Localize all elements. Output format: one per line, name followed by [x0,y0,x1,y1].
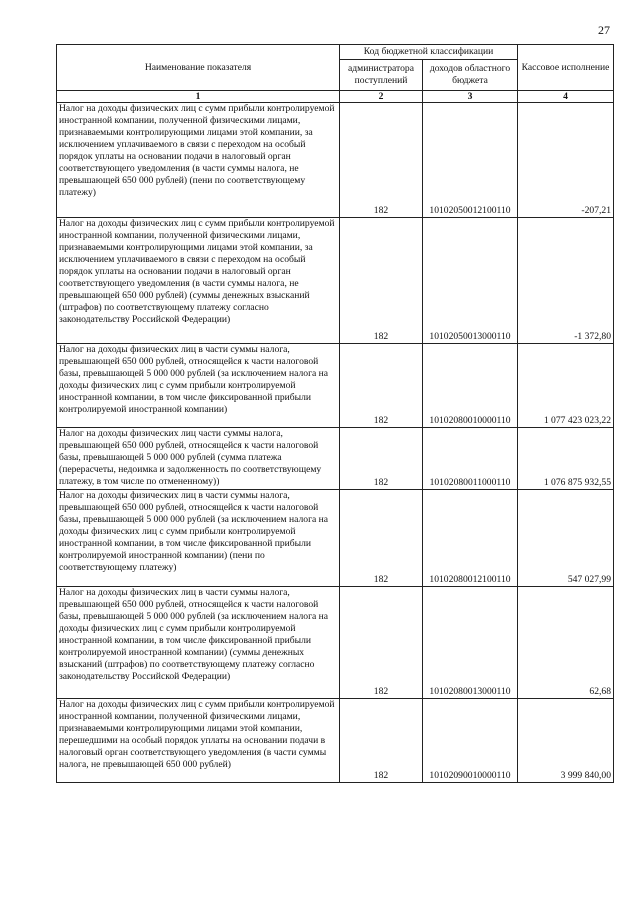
admin-code: 182 [340,428,423,490]
cash-amount: -1 372,80 [518,218,614,344]
income-code: 10102050013000110 [423,218,518,344]
income-code: 10102080011000110 [423,428,518,490]
income-code: 10102050012100110 [423,103,518,218]
page-number: 27 [598,23,610,37]
indicator-name: Налог на доходы физических лиц с сумм прибыли контролируемой иностранной компании, полученной физическими лицами, признаваемыми контролирующими лицами этой компании, за исключением уплачиваемого в связи с переходом на особый порядок уплаты на основании подачи в налоговый орган соответствующего уведомления (в части суммы налога, не превышающей 650 000 рублей) (пени по соответствующему платежу) [57,103,340,218]
column-number: 1 [57,91,340,103]
header-income-code: доходов областного бюджета [423,60,518,91]
header-cash-execution: Кассовое исполнение [518,45,614,91]
income-code: 10102080013000110 [423,587,518,699]
income-code: 10102080012100110 [423,490,518,587]
header-indicator-name: Наименование показателя [57,45,340,91]
admin-code: 182 [340,344,423,428]
indicator-name: Налог на доходы физических лиц с сумм прибыли контролируемой иностранной компании, полученной физическими лицами, признаваемыми контролирующими лицами этой компании, перешедшими на особый порядок уплаты на основании подачи в налоговый орган соответствующего уведомления (в части суммы налога, не превышающей 650 000 рублей) [57,699,340,783]
budget-table [56,44,614,783]
table-row [57,344,614,428]
header-admin-code: администратора поступлений [340,60,423,91]
admin-code: 182 [340,699,423,783]
table-row [57,587,614,699]
cash-amount: 62,68 [518,587,614,699]
admin-code: 182 [340,490,423,587]
indicator-name: Налог на доходы физических лиц с сумм прибыли контролируемой иностранной компании, полученной физическими лицами, признаваемыми контролирующими лицами этой компании, за исключением уплачиваемого в связи с переходом на особый порядок уплаты на основании подачи в налоговый орган соответствующего уведомления (в части суммы налога, не превышающей 650 000 рублей) (суммы денежных взысканий (штрафов) по соответствующему платежу согласно законодательству Российской Федерации) [57,218,340,344]
income-code: 10102080010000110 [423,344,518,428]
indicator-name: Налог на доходы физических лиц в части суммы налога, превышающей 650 000 рублей, относящейся к части налоговой базы, превышающей 5 000 000 рублей (за исключением налога на доходы физических лиц с сумм прибыли контролируемой иностранной компании, в том числе фиксированной прибыли контролируемой иностранной компании) (пени по соответствующему платежу) [57,490,340,587]
table-row [57,699,614,783]
table-row [57,490,614,587]
column-number: 4 [518,91,614,103]
cash-amount: -207,21 [518,103,614,218]
column-number-row [57,91,614,103]
admin-code: 182 [340,103,423,218]
column-number: 2 [340,91,423,103]
cash-amount: 3 999 840,00 [518,699,614,783]
table-row [57,218,614,344]
admin-code: 182 [340,218,423,344]
cash-amount: 547 027,99 [518,490,614,587]
cash-amount: 1 076 875 932,55 [518,428,614,490]
cash-amount: 1 077 423 023,22 [518,344,614,428]
table-row [57,103,614,218]
income-code: 10102090010000110 [423,699,518,783]
header-budget-code-group: Код бюджетной классификации [340,45,518,60]
table-row [57,428,614,490]
indicator-name: Налог на доходы физических лиц в части суммы налога, превышающей 650 000 рублей, относящейся к части налоговой базы, превышающей 5 000 000 рублей (за исключением налога на доходы физических лиц с сумм прибыли контролируемой иностранной компании, в том числе фиксированной прибыли контролируемой иностранной компании) (суммы денежных взысканий (штрафов) по соответствующему платежу согласно законодательству Российской Федерации) [57,587,340,699]
indicator-name: Налог на доходы физических лиц в части суммы налога, превышающей 650 000 рублей, относящейся к части налоговой базы, превышающей 5 000 000 рублей (за исключением налога на доходы физических лиц с сумм прибыли контролируемой иностранной компании, в том числе фиксированной прибыли контролируемой иностранной компании) [57,344,340,428]
column-number: 3 [423,91,518,103]
indicator-name: Налог на доходы физических лиц части суммы налога, превышающей 650 000 рублей, относящейся к части налоговой базы, превышающей 5 000 000 рублей (сумма платежа (перерасчеты, недоимка и задолженность по соответствующему платежу, в том числе по отмененному)) [57,428,340,490]
admin-code: 182 [340,587,423,699]
